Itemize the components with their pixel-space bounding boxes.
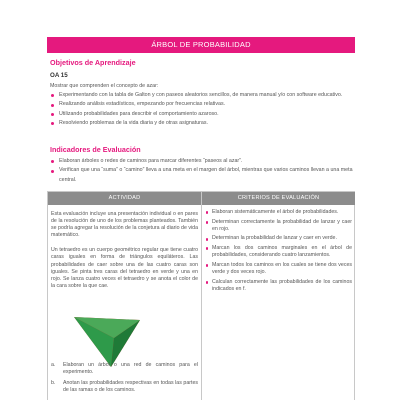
objectives-lead: Mostrar que comprenden el concepto de azar: (50, 83, 159, 89)
criteria-item: Elaboran sistemáticamente el árbol de probabilidades. (205, 209, 352, 216)
step-text: Elaboran un árbol o una red de caminos para el experimento. (63, 362, 198, 376)
evaluation-table (47, 191, 355, 400)
column-divider (201, 192, 202, 400)
indicators-heading: Indicadores de Evaluación (50, 145, 141, 154)
step-text: Anotan las probabilidades respectivas en todas las partes de las ramas o de los caminos. (63, 380, 198, 394)
indicator-item: Verifican que una “suma” o “camino” lleva a una meta en el margen del árbol, mientras que varios caminos llevan a una meta central. (50, 166, 355, 185)
page-title: ÁRBOL DE PROBABILIDAD (47, 37, 355, 53)
activity-paragraph: Un tetraedro es un cuerpo geométrico regular que tiene cuatro caras iguales en forma de triángulos equiláteros. Las probabilidades de caer sobre una de las cuatro caras son iguales. Se pinta tres caras del tetraedro en verde y una en rojo. Se lanza cuatro veces el tetraedro y se anota el color de la cara sobre la que cae. (51, 247, 198, 289)
activity-steps (51, 362, 198, 394)
criteria-item: Determinan correctamente la probabilidad de lanzar y caer en rojo. (205, 219, 352, 233)
objectives-heading: Objetivos de Aprendizaje (50, 58, 136, 67)
step-marker: b. (51, 380, 56, 387)
criteria-column-header: CRITERIOS DE EVALUACIÓN (202, 192, 355, 205)
activity-step (51, 362, 198, 376)
indicator-item: Elaboran árboles o redes de caminos para marcar diferentes “paseos al azar”. (50, 157, 355, 166)
indicators-list (50, 157, 355, 185)
activity-column (51, 211, 198, 290)
objectives-list (50, 91, 355, 128)
objective-item: Experimentando con la tabla de Galton y con paseos aleatorios sencillos, de manera manual y/o con software educativo. (50, 91, 355, 100)
objective-item: Realizando análisis estadísticos, empezando por frecuencias relativas. (50, 100, 355, 109)
criteria-item: Marcan todos los caminos en los cuales se tiene dos veces verde y dos veces rojo. (205, 262, 352, 276)
objective-item: Utilizando probabilidades para describir el comportamiento azaroso. (50, 110, 355, 119)
activity-column-header: ACTIVIDAD (48, 192, 201, 205)
objective-item: Resolviendo problemas de la vida diaria y de otras asignaturas. (50, 119, 355, 128)
criteria-list (205, 209, 352, 296)
activity-paragraph: Esta evaluación incluye una presentación individual o en pares de la resolución de uno de los problemas planteados. También se podría agregar la resolución de la conjetura al diario de vida matemático. (51, 211, 198, 239)
objective-code: OA 15 (50, 72, 68, 79)
criteria-item: Determinan la probabilidad de lanzar y caer en verde. (205, 235, 352, 242)
activity-step (51, 380, 198, 394)
criteria-item: Marcan los dos caminos marginales en el árbol de probabilidades, considerando cuatro lanzamientos. (205, 245, 352, 259)
step-marker: a. (51, 362, 56, 368)
criteria-item: Calculan correctamente las probabilidades de los caminos indicados en f. (205, 279, 352, 293)
